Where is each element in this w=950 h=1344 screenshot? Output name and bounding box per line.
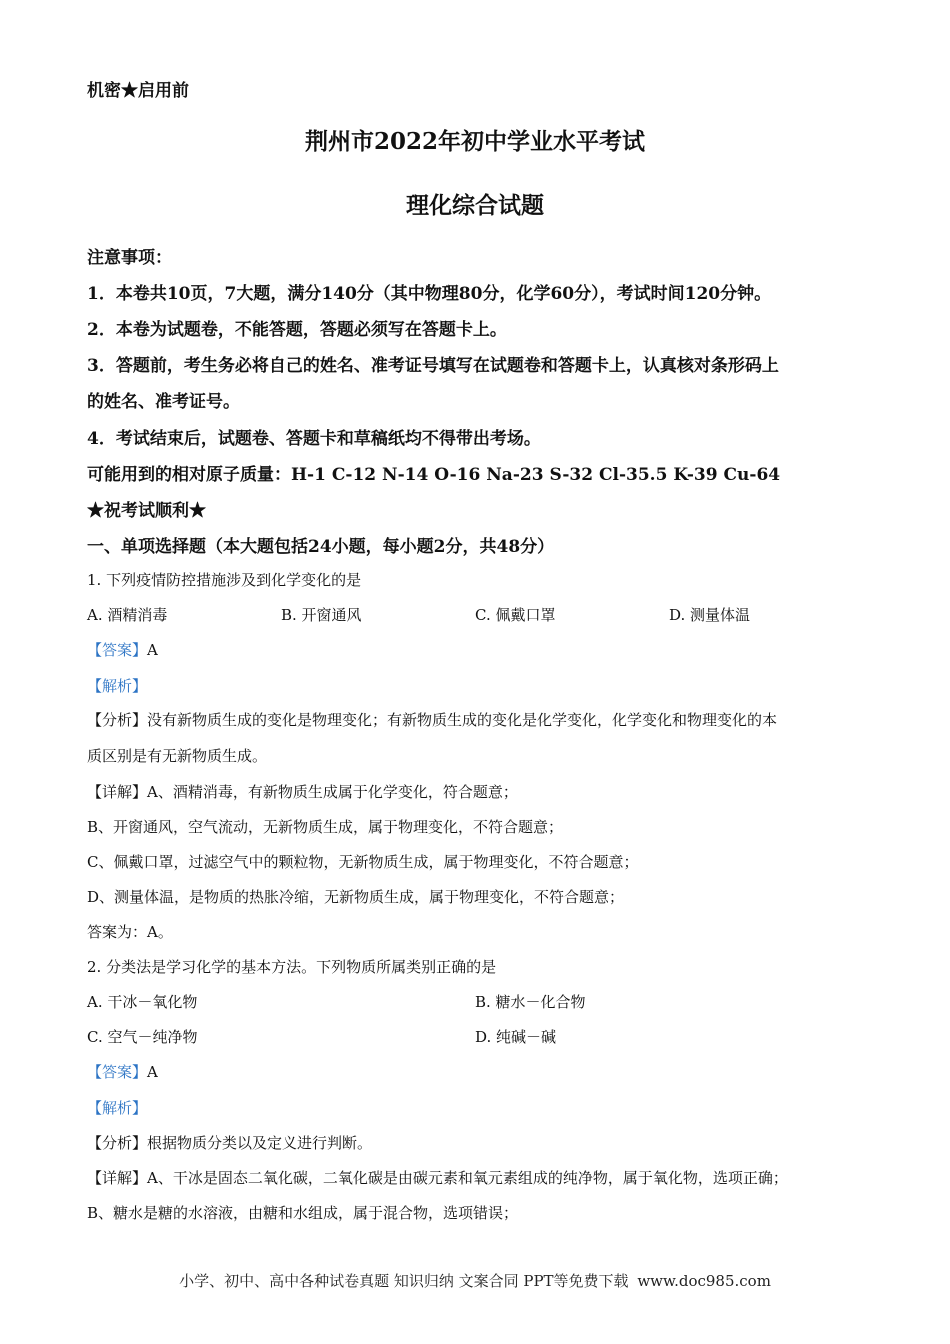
detail-text: A、酒精消毒，有新物质生成属于化学变化，符合题意；	[147, 783, 518, 801]
q2-answer	[87, 1061, 158, 1082]
notice-item-2: 2．本卷为试题卷，不能答题，答题必须写在答题卡上。	[87, 320, 507, 340]
notice-item-4: 4．考试结束后，试题卷、答题卡和草稿纸均不得带出考场。	[87, 429, 541, 449]
q1-option-b: B. 开窗通风	[281, 606, 362, 624]
answer-value: A	[147, 1063, 158, 1081]
q2-detail-a	[87, 1167, 788, 1188]
q2-option-a: A. 干冰－氧化物	[87, 993, 198, 1011]
page-footer	[0, 1270, 950, 1291]
q2-analysis-tag: 【解析】	[87, 1099, 148, 1117]
question-2-stem: 2. 分类法是学习化学的基本方法。下列物质所属类别正确的是	[87, 958, 497, 976]
q1-detail-a	[87, 781, 518, 802]
q1-option-c: C. 佩戴口罩	[475, 606, 556, 624]
q1-detail-c: C、佩戴口罩，过滤空气中的颗粒物，无新物质生成，属于物理变化，不符合题意；	[87, 853, 639, 871]
detail-tag: 【详解】	[87, 1169, 148, 1187]
q1-detail-b: B、开窗通风，空气流动，无新物质生成，属于物理变化，不符合题意；	[87, 818, 564, 836]
detail-tag: 【详解】	[87, 783, 148, 801]
atomic-masses: 可能用到的相对原子质量：H-1 C-12 N-14 O-16 Na-23 S-32 Cl-35.5 K-39 Cu-64	[87, 465, 781, 485]
question-1-stem: 1. 下列疫情防控措施涉及到化学变化的是	[87, 571, 362, 589]
q2-fenxi	[87, 1132, 372, 1153]
good-luck-line: ★祝考试顺利★	[87, 501, 206, 521]
fenxi-tag: 【分析】	[87, 711, 148, 729]
q1-conclusion: 答案为：A。	[87, 923, 173, 941]
notice-item-3-line2: 的姓名、准考证号。	[87, 392, 240, 412]
notice-item-3-line1: 3．答题前，考生务必将自己的姓名、准考证号填写在试题卷和答题卡上，认真核对条形码上	[87, 356, 779, 376]
answer-tag: 【答案】	[87, 1063, 148, 1081]
q2-option-b: B. 糖水－化合物	[475, 993, 586, 1011]
q2-option-d: D. 纯碱－碱	[475, 1028, 557, 1046]
q1-analysis-tag: 【解析】	[87, 677, 148, 695]
section-heading: 一、单项选择题（本大题包括24小题，每小题2分，共48分）	[87, 537, 555, 557]
notice-heading: 注意事项：	[87, 248, 172, 268]
footer-url[interactable]: www.doc985.com	[637, 1272, 771, 1290]
q1-option-a: A. 酒精消毒	[87, 606, 168, 624]
answer-tag: 【答案】	[87, 641, 148, 659]
q1-fenxi-line2: 质区别是有无新物质生成。	[87, 747, 268, 765]
fenxi-text: 没有新物质生成的变化是物理变化；有新物质生成的变化是化学变化，化学变化和物理变化的本	[147, 711, 778, 729]
q1-fenxi-line1	[87, 709, 777, 730]
exam-title: 荆州市2022年初中学业水平考试	[304, 128, 645, 155]
q2-detail-b: B、糖水是糖的水溶液，由糖和水组成，属于混合物，选项错误；	[87, 1204, 519, 1222]
footer-text: 小学、初中、高中各种试卷真题 知识归纳 文案合同 PPT等免费下载	[179, 1272, 629, 1290]
q1-answer	[87, 639, 158, 660]
detail-text: A、干冰是固态二氧化碳，二氧化碳是由碳元素和氧元素组成的纯净物，属于氧化物，选项正确；	[147, 1169, 788, 1187]
exam-subtitle: 理化综合试题	[406, 192, 544, 219]
answer-value: A	[147, 641, 158, 659]
fenxi-tag: 【分析】	[87, 1134, 148, 1152]
fenxi-text: 根据物质分类以及定义进行判断。	[147, 1134, 373, 1152]
q1-detail-d: D、测量体温，是物质的热胀冷缩，无新物质生成，属于物理变化，不符合题意；	[87, 888, 625, 906]
q2-option-c: C. 空气－纯净物	[87, 1028, 198, 1046]
q1-option-d: D. 测量体温	[669, 606, 751, 624]
notice-item-1: 1．本卷共10页，7大题，满分140分（其中物理80分，化学60分），考试时间120分钟。	[87, 284, 772, 304]
confidential-label: 机密★启用前	[87, 81, 189, 101]
